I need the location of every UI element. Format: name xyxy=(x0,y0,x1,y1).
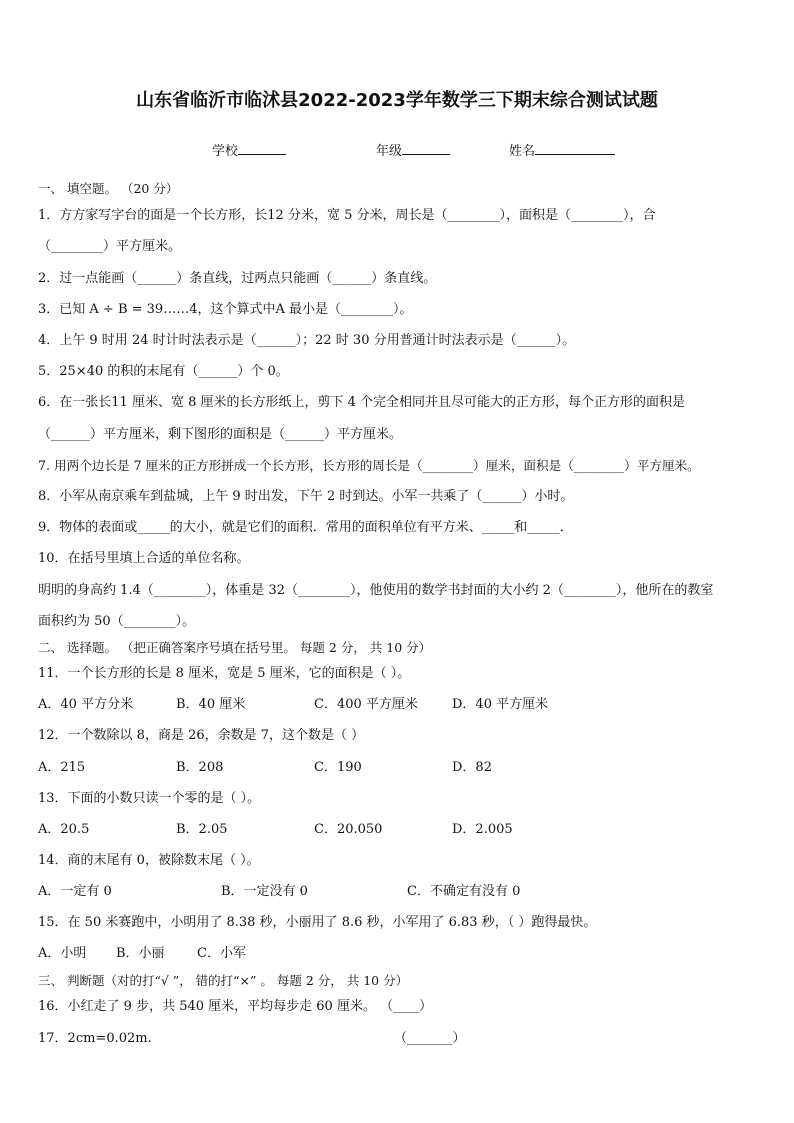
question-4: 4．上午 9 时用 24 时计时法表示是（______）；22 时 30 分用普通计时法表示是（______）。 xyxy=(38,333,576,348)
q12-option-c: C．190 xyxy=(314,760,362,775)
section-heading-true-false: 三、 判断题（对的打“√ ”， 错的打“×” 。 每题 2 分， 共 10 分） xyxy=(38,973,409,988)
q14-option-c: C．不确定有没有 0 xyxy=(407,884,521,899)
q12-option-a: A．215 xyxy=(38,760,86,775)
name-blank[interactable] xyxy=(535,142,615,155)
q14-option-b: B．一定没有 0 xyxy=(221,884,308,899)
name-label: 姓名 xyxy=(509,144,536,159)
q13-option-d: D．2.005 xyxy=(452,822,513,837)
question-10-line-1: 明明的身高约 1.4（________），体重是 32（________），他使用的数学书封面的大小约 2（________），他所在的教室 xyxy=(38,583,714,598)
q15-option-c: C．小军 xyxy=(197,946,246,961)
question-17: 17．2cm=0.02m. xyxy=(38,1031,152,1046)
grade-blank[interactable] xyxy=(402,142,450,155)
q11-option-a: A．40 平方分米 xyxy=(38,697,134,712)
question-12: 12．一个数除以 8，商是 26，余数是 7，这个数是（ ） xyxy=(38,728,365,743)
grade-label: 年级 xyxy=(376,144,403,159)
q12-option-b: B．208 xyxy=(176,760,224,775)
question-16: 16．小红走了 9 步，共 540 厘米，平均每步走 60 厘米。 （____） xyxy=(38,999,433,1014)
name-field xyxy=(509,140,615,159)
q15-option-a: A．小明 xyxy=(38,946,87,961)
question-5: 5．25×40 的积的末尾有（______）个 0。 xyxy=(38,364,289,379)
question-8: 8．小军从南京乘车到盐城，上午 9 时出发，下午 2 时到达。小军一共乘了（______）小时。 xyxy=(38,489,574,504)
q13-option-a: A．20.5 xyxy=(38,822,90,837)
q15-option-b: B．小丽 xyxy=(116,946,165,961)
question-6-line-2: （______）平方厘米，剩下图形的面积是（______）平方厘米。 xyxy=(38,427,403,442)
question-15: 15．在 50 米赛跑中，小明用了 8.38 秒，小丽用了 8.6 秒，小军用了 6.83 秒，（ ）跑得最快。 xyxy=(38,915,597,930)
q12-option-d: D．82 xyxy=(452,760,492,775)
q13-option-c: C．20.050 xyxy=(314,822,383,837)
question-2: 2．过一点能画（______）条直线，过两点只能画（______）条直线。 xyxy=(38,271,437,286)
question-1-line-1: 1．方方家写字台的面是一个长方形，长12 分米，宽 5 分米，周长是（________），面积是（________），合 xyxy=(38,208,656,223)
question-1-line-2: （________）平方厘米。 xyxy=(38,239,182,254)
section-heading-fill-blank: 一、 填空题。 （20 分） xyxy=(38,181,179,196)
school-field xyxy=(212,140,286,159)
question-10: 10．在括号里填上合适的单位名称。 xyxy=(38,551,250,566)
school-blank[interactable] xyxy=(238,142,286,155)
page-title: 山东省临沂市临沭县2022-2023学年数学三下期末综合测试试题 xyxy=(136,90,658,111)
q14-option-a: A．一定有 0 xyxy=(38,884,112,899)
q11-option-d: D．40 平方厘米 xyxy=(452,697,549,712)
question-11: 11．一个长方形的长是 8 厘米，宽是 5 厘米，它的面积是（ ）。 xyxy=(38,666,411,681)
question-10-line-2: 面积约为 50（________）。 xyxy=(38,614,196,629)
question-17-answer-blank: （_______） xyxy=(394,1031,466,1046)
question-6-line-1: 6．在一张长11 厘米、宽 8 厘米的长方形纸上，剪下 4 个完全相同并且尽可能大的正方形，每个正方形的面积是 xyxy=(38,395,686,410)
question-3: 3．已知 A ÷ B = 39……4，这个算式中A 最小是（________）。 xyxy=(38,302,413,317)
grade-field xyxy=(376,140,450,159)
section-heading-choice: 二、 选择题。 （把正确答案序号填在括号里。 每题 2 分， 共 10 分） xyxy=(38,640,432,655)
q11-option-c: C．400 平方厘米 xyxy=(314,697,418,712)
question-13: 13．下面的小数只读一个零的是（ ）。 xyxy=(38,791,261,806)
question-9: 9．物体的表面或_____的大小，就是它们的面积．常用的面积单位有平方米、_____和_____． xyxy=(38,520,573,535)
question-7: 7. 用两个边长是 7 厘米的正方形拼成一个长方形，长方形的周长是（________）厘米，面积是（________）平方厘米。 xyxy=(38,458,700,473)
question-14: 14．商的末尾有 0，被除数末尾（ ）。 xyxy=(38,853,260,868)
q11-option-b: B．40 厘米 xyxy=(176,697,246,712)
q13-option-b: B．2.05 xyxy=(176,822,228,837)
school-label: 学校 xyxy=(212,144,239,159)
